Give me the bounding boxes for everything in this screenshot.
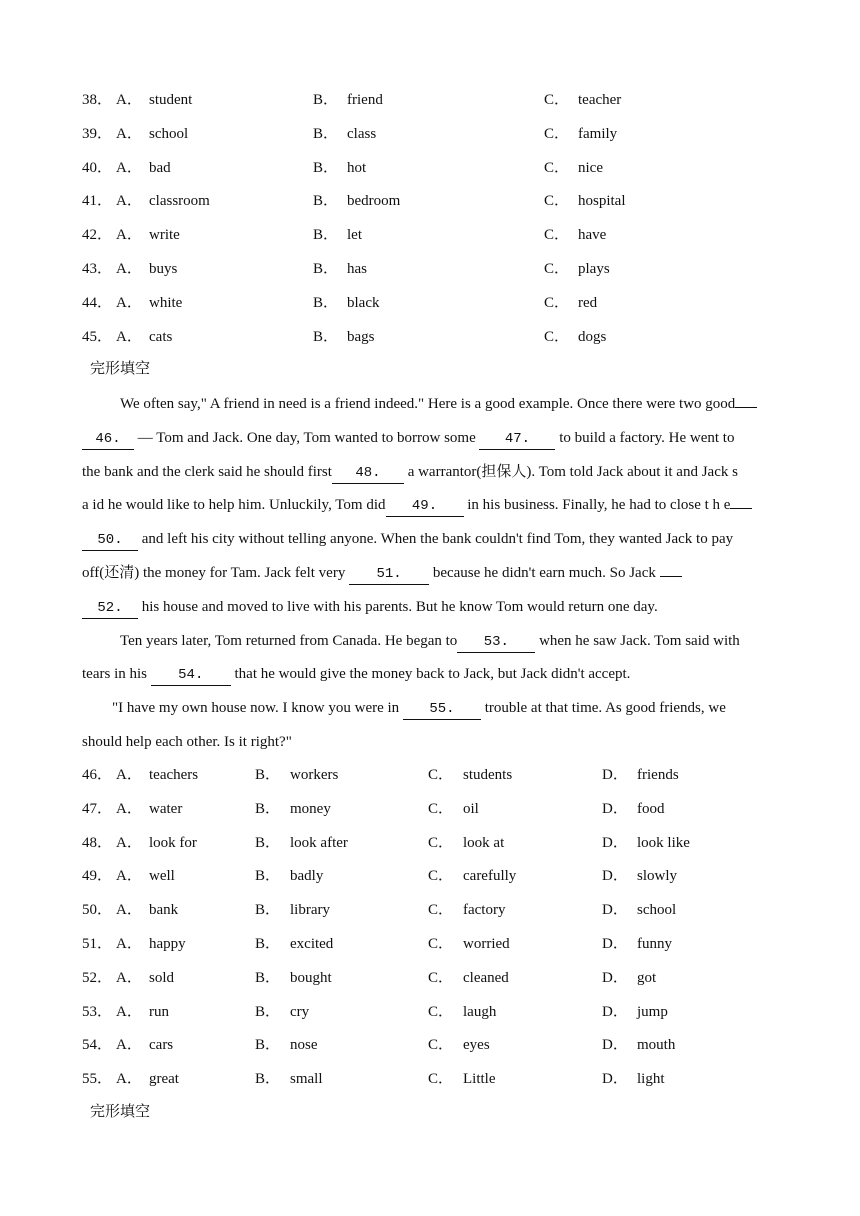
option-letter: A． bbox=[116, 294, 142, 311]
passage-line bbox=[82, 392, 757, 416]
option-text: bedroom bbox=[347, 193, 401, 210]
option-letter: B． bbox=[313, 125, 339, 142]
passage-text: the bank and the clerk said he should first bbox=[82, 463, 332, 480]
option-text: cleaned bbox=[463, 969, 509, 986]
option-text: small bbox=[290, 1071, 323, 1088]
option-text: school bbox=[149, 125, 189, 142]
option-text: look for bbox=[149, 834, 197, 851]
option-letter: C． bbox=[544, 159, 570, 176]
question-number: 49． bbox=[82, 868, 113, 885]
answer-blank[interactable]: 49. bbox=[386, 496, 464, 517]
passage-line bbox=[82, 730, 292, 754]
option-text: badly bbox=[290, 868, 324, 885]
answer-blank[interactable]: 55. bbox=[403, 699, 481, 720]
option-letter: D． bbox=[602, 969, 628, 986]
option-letter: C． bbox=[544, 294, 570, 311]
option-text: school bbox=[637, 902, 677, 919]
passage-text: because he didn't earn much. So Jack bbox=[429, 565, 660, 581]
passage-text: a warrantor(担保人). Tom told Jack about it and Jack s bbox=[403, 463, 738, 480]
passage-text: — Tom and Jack. One day, Tom wanted to borrow some bbox=[134, 429, 480, 446]
option-letter: B． bbox=[255, 868, 281, 885]
option-letter: C． bbox=[428, 1071, 454, 1088]
option-letter: C． bbox=[544, 227, 570, 244]
option-text: bank bbox=[149, 902, 179, 919]
question-number: 47． bbox=[82, 800, 113, 817]
option-letter: B． bbox=[255, 902, 281, 919]
option-text: friend bbox=[347, 92, 383, 108]
option-text: white bbox=[149, 294, 183, 311]
option-letter: C． bbox=[544, 125, 570, 142]
option-text: workers bbox=[290, 767, 339, 783]
option-text: black bbox=[347, 294, 380, 311]
passage-text: when he saw Jack. Tom said with bbox=[535, 632, 740, 649]
option-text: worried bbox=[463, 936, 510, 952]
question-number: 48． bbox=[82, 834, 113, 851]
option-text: bad bbox=[149, 159, 171, 176]
option-letter: B． bbox=[313, 328, 339, 345]
question-number: 50． bbox=[82, 902, 113, 919]
option-text: teachers bbox=[149, 767, 199, 783]
option-letter: C． bbox=[428, 936, 454, 952]
option-text: students bbox=[463, 767, 513, 783]
option-text: look like bbox=[637, 834, 690, 851]
answer-blank[interactable]: 53. bbox=[457, 632, 535, 653]
option-text: Little bbox=[463, 1071, 496, 1088]
passage-text: We often say," A friend in need is a friend indeed." Here is a good example. Once there were two good bbox=[120, 396, 736, 412]
passage-text: Ten years later, Tom returned from Canada. He began to bbox=[120, 632, 458, 649]
passage-text: off(还清) the money for Tam. Jack felt very bbox=[82, 565, 350, 581]
option-letter: B． bbox=[255, 936, 281, 952]
option-letter: D． bbox=[602, 834, 628, 851]
option-letter: A． bbox=[116, 1071, 142, 1088]
option-text: let bbox=[347, 227, 362, 244]
option-text: factory bbox=[463, 902, 506, 919]
option-text: funny bbox=[637, 936, 672, 952]
option-letter: A． bbox=[116, 800, 142, 817]
option-letter: D． bbox=[602, 767, 628, 783]
option-text: light bbox=[637, 1071, 665, 1088]
passage-line bbox=[82, 493, 752, 517]
answer-blank[interactable]: 52. bbox=[82, 598, 138, 619]
section-heading: 完形填空 bbox=[90, 1104, 151, 1120]
option-text: food bbox=[637, 800, 665, 817]
option-text: carefully bbox=[463, 868, 517, 885]
option-letter: A． bbox=[116, 767, 142, 783]
option-text: teacher bbox=[578, 92, 622, 108]
option-letter: C． bbox=[544, 261, 570, 277]
question-number: 54． bbox=[82, 1037, 113, 1054]
option-letter: C． bbox=[544, 193, 570, 210]
option-letter: B． bbox=[255, 800, 281, 817]
passage-line bbox=[82, 561, 682, 585]
answer-blank[interactable]: 46. bbox=[82, 429, 134, 450]
option-text: nice bbox=[578, 159, 603, 176]
question-number: 38． bbox=[82, 92, 113, 108]
option-letter: A． bbox=[116, 125, 142, 142]
option-letter: C． bbox=[428, 800, 454, 817]
option-letter: A． bbox=[116, 969, 142, 986]
passage-line bbox=[82, 629, 740, 653]
option-text: friends bbox=[637, 767, 679, 783]
passage-text: his house and moved to live with his parents. But he know Tom would return one day. bbox=[138, 598, 658, 615]
option-text: cry bbox=[290, 1003, 310, 1020]
option-letter: C． bbox=[428, 834, 454, 851]
passage-text: a id he would like to help him. Unluckily, Tom did bbox=[82, 497, 386, 514]
option-letter: A． bbox=[116, 834, 142, 851]
answer-blank[interactable]: 47. bbox=[479, 429, 555, 450]
option-letter: A． bbox=[116, 936, 142, 952]
option-text: happy bbox=[149, 936, 186, 952]
option-text: nose bbox=[290, 1037, 318, 1054]
option-text: has bbox=[347, 261, 367, 277]
option-text: buys bbox=[149, 261, 178, 277]
option-letter: C． bbox=[428, 868, 454, 885]
option-text: eyes bbox=[463, 1037, 490, 1054]
passage-text: and left his city without telling anyone. When the bank couldn't find Tom, they wanted Jack to pay bbox=[138, 531, 734, 548]
option-text: bags bbox=[347, 328, 375, 345]
passage-line bbox=[82, 426, 734, 450]
option-letter: D． bbox=[602, 902, 628, 919]
option-text: classroom bbox=[149, 193, 210, 210]
option-letter: B． bbox=[313, 92, 339, 108]
option-letter: A． bbox=[116, 1037, 142, 1054]
option-letter: B． bbox=[255, 1071, 281, 1088]
question-number: 53． bbox=[82, 1003, 113, 1020]
option-letter: B． bbox=[313, 227, 339, 244]
option-letter: C． bbox=[428, 767, 454, 783]
passage-line bbox=[82, 527, 733, 551]
option-text: dogs bbox=[578, 328, 607, 345]
answer-blank[interactable]: 50. bbox=[82, 530, 138, 551]
option-letter: A． bbox=[116, 1003, 142, 1020]
option-letter: B． bbox=[255, 1037, 281, 1054]
option-text: look at bbox=[463, 834, 505, 851]
question-number: 52． bbox=[82, 969, 113, 986]
option-letter: B． bbox=[255, 969, 281, 986]
option-text: slowly bbox=[637, 868, 678, 885]
option-letter: D． bbox=[602, 936, 628, 952]
option-text: cats bbox=[149, 328, 173, 345]
option-text: look after bbox=[290, 834, 348, 851]
option-text: water bbox=[149, 800, 183, 817]
passage-text: trouble at that time. As good friends, we bbox=[480, 700, 726, 717]
question-number: 45． bbox=[82, 328, 113, 345]
answer-blank[interactable]: 51. bbox=[349, 564, 429, 585]
option-text: hot bbox=[347, 159, 367, 176]
option-text: hospital bbox=[578, 193, 626, 210]
option-letter: B． bbox=[313, 159, 339, 176]
passage-text: "I have my own house now. I know you were in bbox=[112, 700, 403, 717]
passage-text: should help each other. Is it right?" bbox=[82, 734, 292, 750]
option-letter: B． bbox=[313, 193, 339, 210]
passage-line bbox=[82, 460, 738, 484]
passage-text: tears in his bbox=[82, 666, 151, 683]
question-number: 55． bbox=[82, 1071, 113, 1088]
passage-line bbox=[82, 662, 630, 686]
option-letter: A． bbox=[116, 868, 142, 885]
option-text: library bbox=[290, 902, 330, 919]
option-letter: A． bbox=[116, 328, 142, 345]
answer-blank[interactable]: 48. bbox=[332, 463, 404, 484]
option-letter: A． bbox=[116, 193, 142, 210]
option-text: excited bbox=[290, 936, 334, 952]
option-letter: C． bbox=[428, 1003, 454, 1020]
option-letter: C． bbox=[544, 328, 570, 345]
question-number: 41． bbox=[82, 193, 113, 210]
option-letter: C． bbox=[428, 969, 454, 986]
passage-text: in his business. Finally, he had to close t h e bbox=[463, 497, 731, 514]
section-heading: 完形填空 bbox=[90, 361, 151, 377]
option-letter: A． bbox=[116, 159, 142, 176]
question-number: 51． bbox=[82, 936, 113, 952]
answer-blank[interactable] bbox=[735, 407, 757, 408]
option-text: cars bbox=[149, 1037, 174, 1054]
option-text: family bbox=[578, 125, 618, 142]
option-text: great bbox=[149, 1071, 179, 1088]
option-text: mouth bbox=[637, 1037, 676, 1054]
question-number: 44． bbox=[82, 294, 113, 311]
option-text: run bbox=[149, 1003, 169, 1020]
question-number: 46． bbox=[82, 767, 113, 783]
option-letter: D． bbox=[602, 1037, 628, 1054]
question-number: 40． bbox=[82, 159, 113, 176]
option-letter: D． bbox=[602, 1003, 628, 1020]
option-letter: C． bbox=[428, 902, 454, 919]
passage-line bbox=[82, 595, 658, 619]
option-letter: D． bbox=[602, 868, 628, 885]
option-letter: B． bbox=[313, 294, 339, 311]
option-letter: A． bbox=[116, 902, 142, 919]
option-letter: C． bbox=[544, 92, 570, 108]
option-text: money bbox=[290, 800, 331, 817]
option-letter: A． bbox=[116, 92, 142, 108]
option-letter: B． bbox=[313, 261, 339, 277]
answer-blank[interactable] bbox=[660, 576, 682, 577]
answer-blank[interactable]: 54. bbox=[151, 665, 231, 686]
option-text: jump bbox=[637, 1003, 668, 1020]
passage-line bbox=[82, 696, 726, 720]
question-number: 42． bbox=[82, 227, 113, 244]
option-text: red bbox=[578, 294, 598, 311]
passage-text: that he would give the money back to Jack, but Jack didn't accept. bbox=[230, 666, 631, 683]
option-text: oil bbox=[463, 800, 479, 817]
option-text: well bbox=[149, 868, 175, 885]
option-text: student bbox=[149, 92, 193, 108]
option-text: sold bbox=[149, 969, 175, 986]
option-text: bought bbox=[290, 969, 332, 986]
option-letter: B． bbox=[255, 834, 281, 851]
option-letter: B． bbox=[255, 767, 281, 783]
option-letter: A． bbox=[116, 227, 142, 244]
option-text: got bbox=[637, 969, 657, 986]
option-text: write bbox=[149, 227, 180, 244]
option-text: plays bbox=[578, 261, 610, 277]
question-number: 43． bbox=[82, 261, 113, 277]
option-text: class bbox=[347, 125, 377, 142]
option-letter: A． bbox=[116, 261, 142, 277]
option-letter: C． bbox=[428, 1037, 454, 1054]
option-letter: B． bbox=[255, 1003, 281, 1020]
passage-text: to build a factory. He went to bbox=[555, 429, 735, 446]
option-letter: D． bbox=[602, 1071, 628, 1088]
question-number: 39． bbox=[82, 125, 113, 142]
option-text: laugh bbox=[463, 1003, 497, 1020]
answer-blank[interactable] bbox=[730, 508, 752, 509]
option-letter: D． bbox=[602, 800, 628, 817]
option-text: have bbox=[578, 227, 607, 244]
